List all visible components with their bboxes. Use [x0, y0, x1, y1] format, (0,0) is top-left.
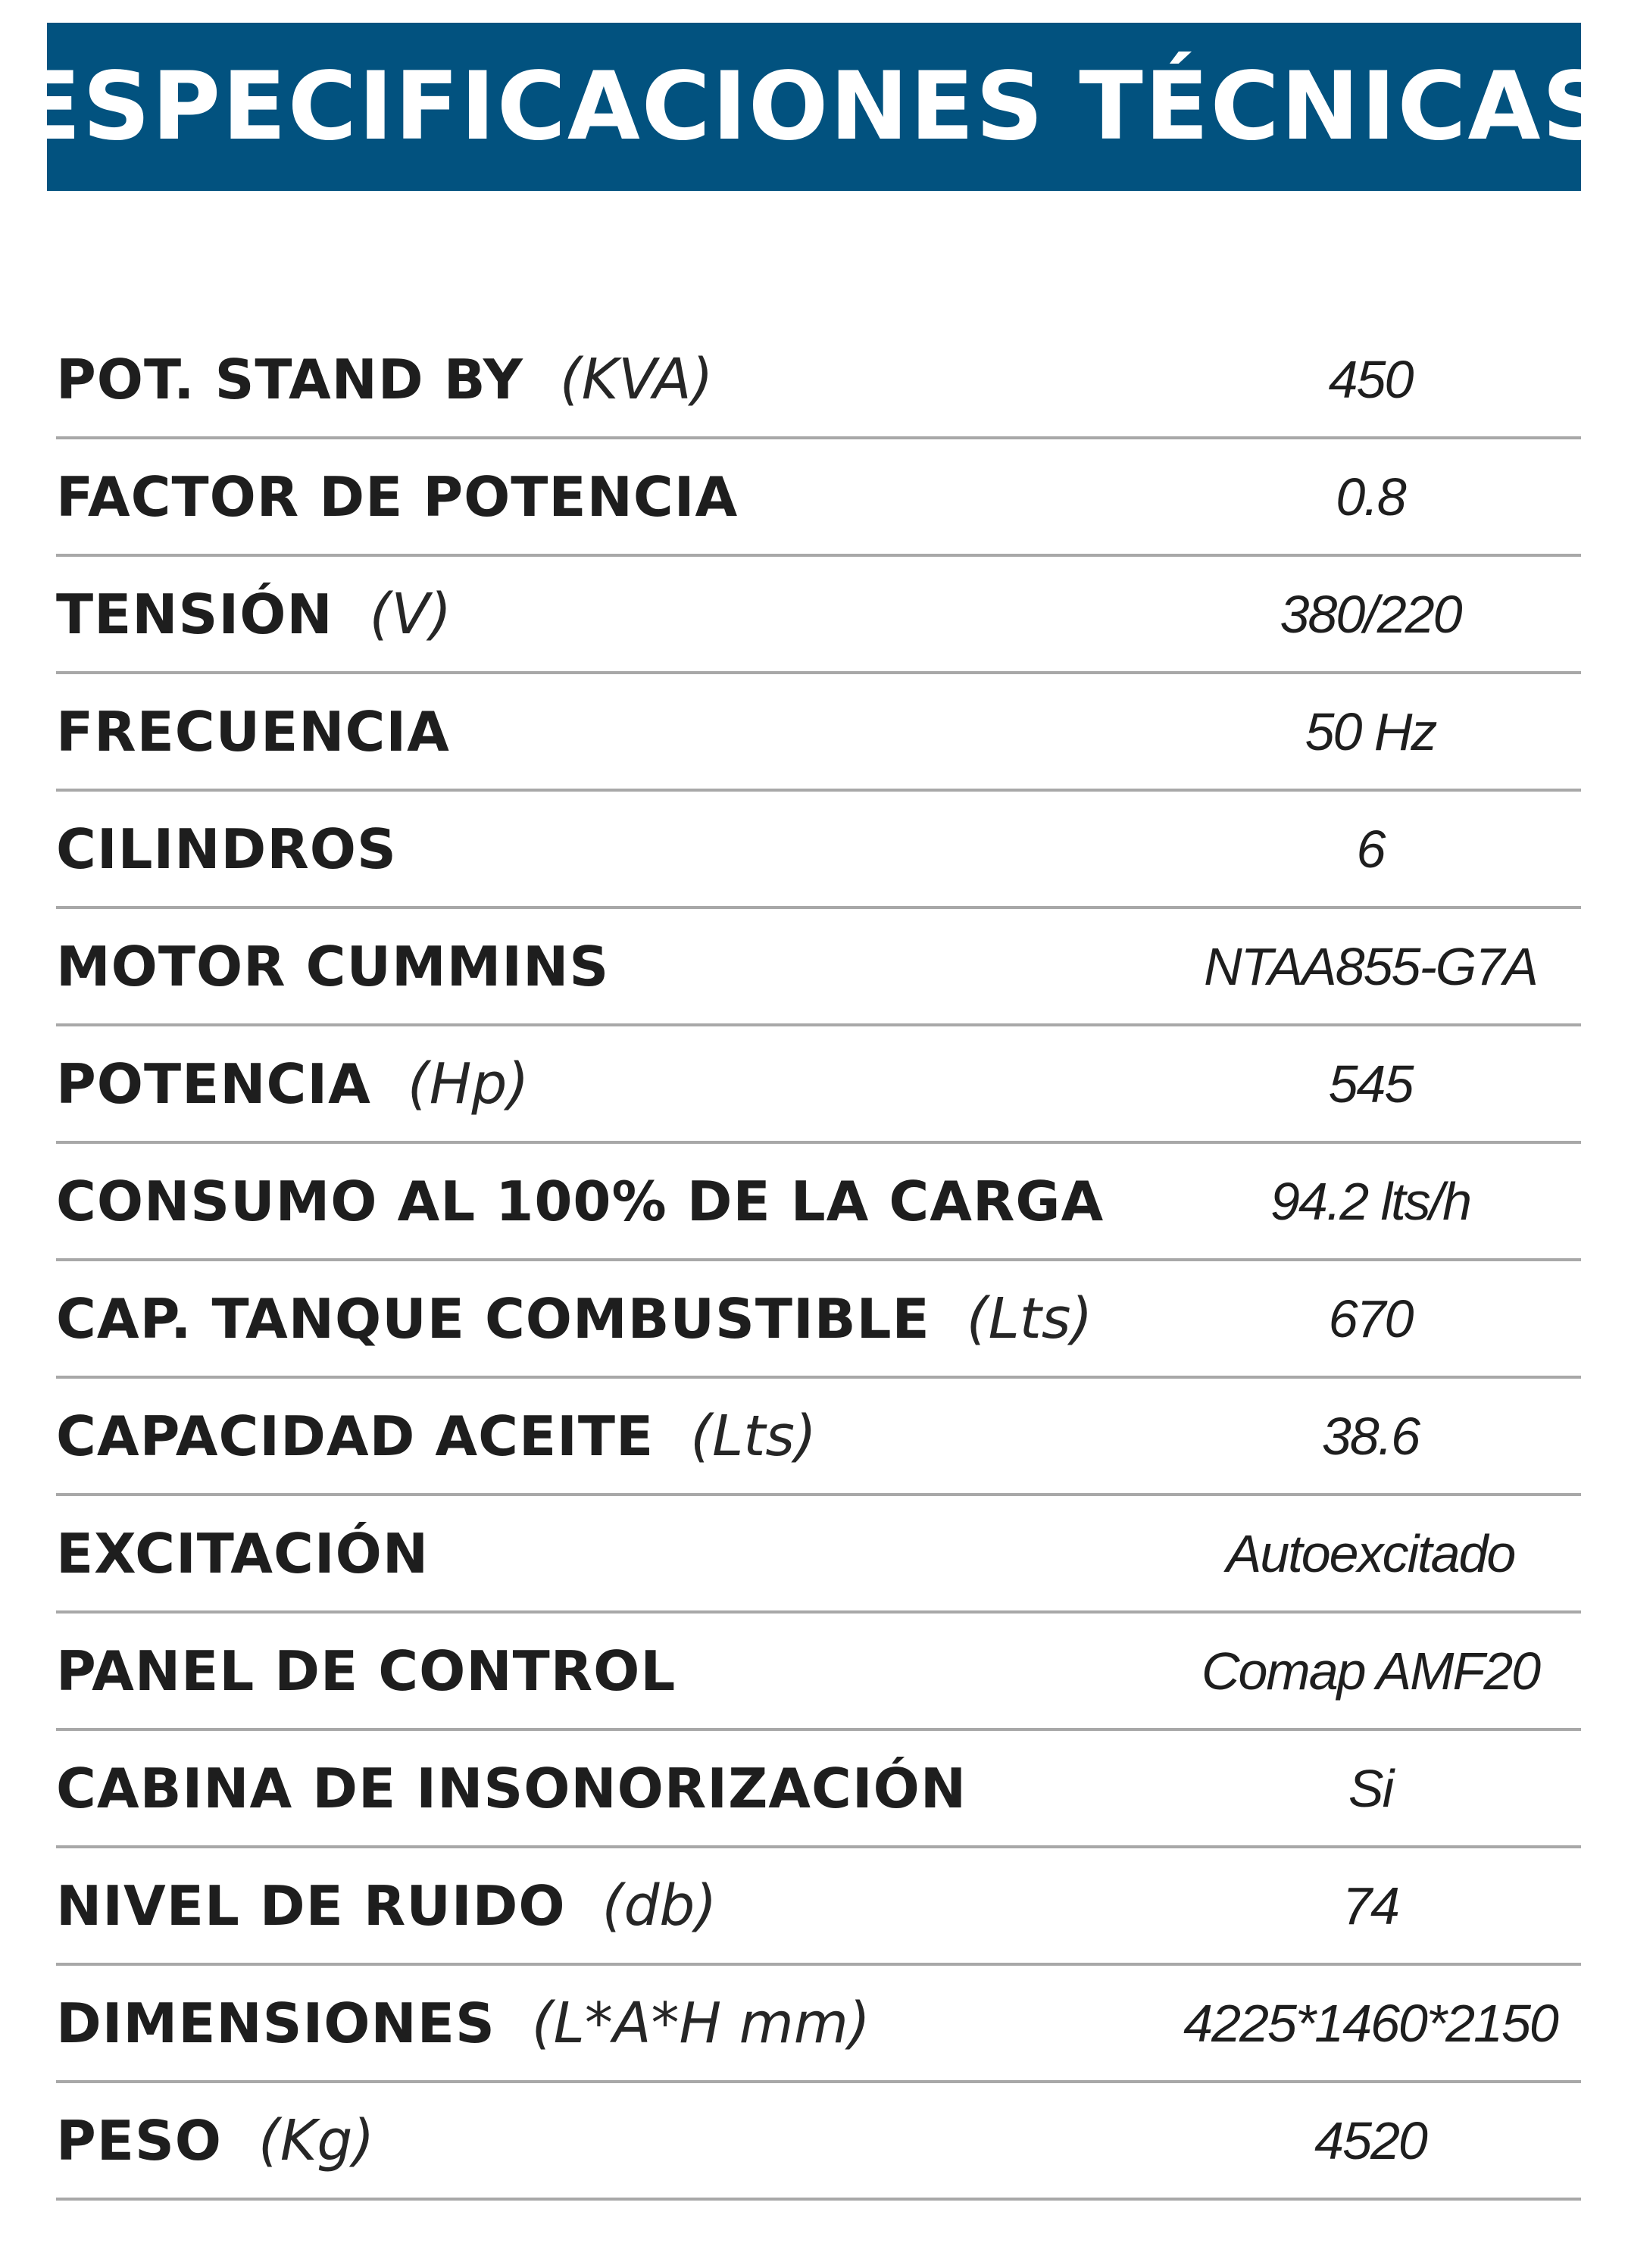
spec-label-unit: (Kg) — [258, 2107, 375, 2173]
spec-label — [56, 2108, 374, 2173]
spec-row-excitacion — [56, 1496, 1581, 1614]
spec-value: 6 — [1356, 819, 1385, 879]
spec-label — [56, 1051, 529, 1117]
spec-value: 450 — [1328, 349, 1413, 409]
spec-table — [56, 322, 1581, 2201]
spec-label-name: FACTOR DE POTENCIA — [56, 464, 739, 529]
spec-row-cilindros — [56, 792, 1581, 909]
spec-label-name: POTENCIA — [56, 1051, 371, 1116]
header-banner — [17, 23, 1611, 191]
spec-label-name: PANEL DE CONTROL — [56, 1639, 677, 1703]
spec-label-unit: (L*A*H mm) — [531, 1990, 870, 2056]
spec-label-name: CAPACIDAD ACEITE — [56, 1404, 655, 1468]
spec-row-capacidad-aceite — [56, 1379, 1581, 1496]
spec-row-frecuencia — [56, 674, 1581, 792]
spec-row-potencia — [56, 1026, 1581, 1144]
spec-label — [56, 1170, 1104, 1233]
spec-label — [56, 1639, 676, 1703]
spec-label-name: CILINDROS — [56, 817, 397, 881]
spec-value: 4225*1460*2150 — [1183, 1993, 1558, 2053]
spec-label-unit: (Lts) — [966, 1286, 1093, 1351]
spec-label — [56, 1404, 817, 1469]
spec-value: 4520 — [1314, 2110, 1426, 2170]
spec-value: Autoexcitado — [1226, 1523, 1515, 1583]
spec-label-name: CONSUMO AL 100% DE LA CARGA — [56, 1169, 1105, 1233]
spec-label-name: NIVEL DE RUIDO — [56, 1873, 566, 1938]
spec-label — [56, 1873, 717, 1938]
spec-label-unit: (Lts) — [690, 1403, 817, 1469]
spec-row-consumo — [56, 1144, 1581, 1261]
spec-row-cabina-de-insonorizacion — [56, 1731, 1581, 1848]
spec-row-factor-de-potencia — [56, 439, 1581, 557]
spec-label — [56, 1286, 1092, 1351]
spec-label — [56, 1991, 870, 2056]
spec-label — [56, 817, 397, 881]
spec-label — [56, 347, 713, 412]
spec-row-peso — [56, 2083, 1581, 2201]
spec-label-name: CAP. TANQUE COMBUSTIBLE — [56, 1286, 930, 1351]
spec-row-cap-tanque-combustible — [56, 1261, 1581, 1379]
spec-value: Comap AMF20 — [1201, 1641, 1540, 1701]
spec-label — [56, 1757, 967, 1820]
spec-label-unit: (Hp) — [407, 1051, 530, 1117]
spec-value: 50 Hz — [1305, 701, 1436, 761]
spec-label-unit: (KVA) — [559, 346, 714, 412]
spec-label — [56, 582, 452, 647]
spec-value: 380/220 — [1280, 584, 1461, 644]
spec-label-name: DIMENSIONES — [56, 1991, 495, 2055]
spec-label-unit: (db) — [602, 1873, 717, 1938]
spec-row-tension — [56, 557, 1581, 674]
spec-label — [56, 1522, 429, 1585]
spec-row-nivel-de-ruido — [56, 1848, 1581, 1966]
spec-row-pot-stand-by — [56, 322, 1581, 439]
spec-label-name: MOTOR CUMMINS — [56, 934, 610, 998]
spec-label — [56, 700, 450, 764]
spec-value: 94.2 lts/h — [1270, 1171, 1471, 1231]
spec-value: NTAA855-G7A — [1204, 936, 1537, 996]
spec-value: 74 — [1342, 1876, 1398, 1935]
spec-label-name: PESO — [56, 2108, 223, 2173]
spec-label — [56, 465, 738, 529]
spec-label-name: FRECUENCIA — [56, 699, 450, 764]
spec-label-name: EXCITACIÓN — [56, 1521, 430, 1585]
spec-label-name: CABINA DE INSONORIZACIÓN — [56, 1756, 967, 1820]
spec-value: 38.6 — [1321, 1406, 1420, 1466]
spec-value: Si — [1348, 1758, 1393, 1818]
spec-row-panel-de-control — [56, 1614, 1581, 1731]
spec-label — [56, 935, 609, 998]
spec-label-unit: (V) — [369, 581, 452, 647]
page-title: ESPECIFICACIONES TÉCNICAS — [17, 52, 1611, 161]
spec-label-name: TENSIÓN — [56, 582, 333, 646]
spec-value: 545 — [1328, 1054, 1413, 1114]
spec-row-motor-cummins — [56, 909, 1581, 1026]
spec-value: 670 — [1328, 1289, 1413, 1348]
spec-row-dimensiones — [56, 1966, 1581, 2083]
spec-value: 0.8 — [1336, 467, 1405, 526]
spec-label-name: POT. STAND BY — [56, 347, 523, 411]
